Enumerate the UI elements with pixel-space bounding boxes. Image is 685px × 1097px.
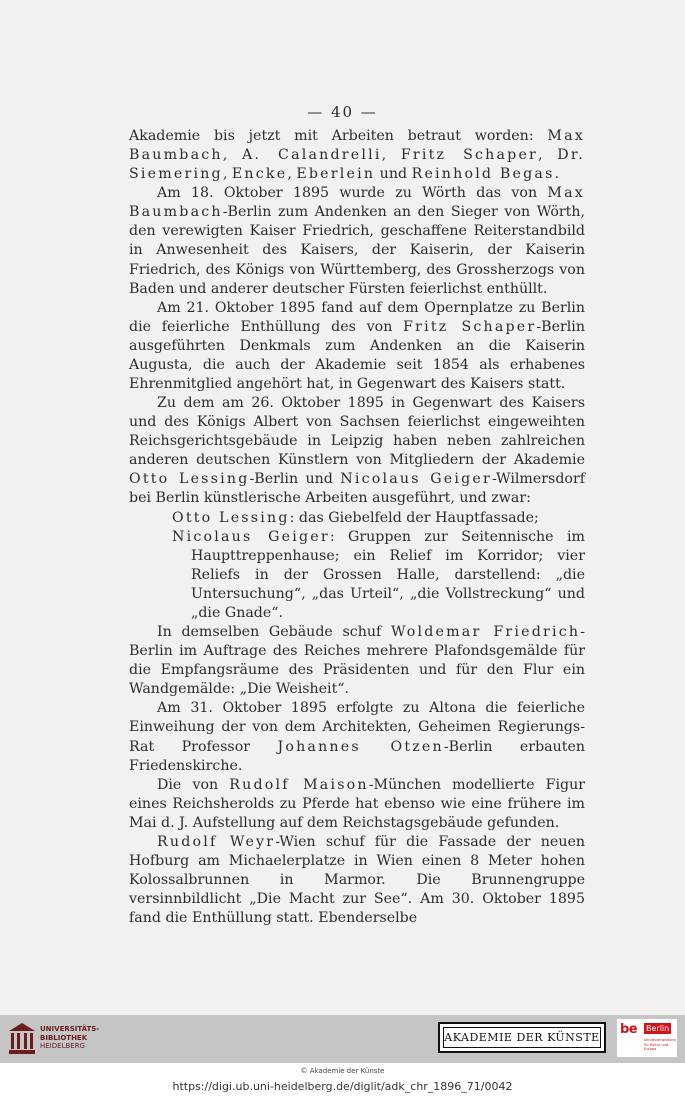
academy-label: AKADEMIE DER KÜNSTE — [443, 1027, 601, 1048]
berlin-tag: Berlin — [646, 1024, 670, 1033]
berlin-logo[interactable] — [617, 1019, 677, 1057]
paragraph: Rudolf Weyr-Wien schuf für die Fassade der neuen Hofburg am Michaelerplatze in Wien einen 8 Meter hohen Kolossalbrunnen in Marmor. Die Brunnengruppe versinnbildlicht „Die Macht zur See“. Am 30. Oktober 1895 fand die Enthüllung statt. Ebenderselbe — [129, 833, 585, 927]
berlin-mark: be — [620, 1022, 638, 1037]
academy-logo[interactable] — [438, 1022, 606, 1053]
library-name: UNIVERSITÄTS- BIBLIOTHEK HEIDELBERG — [40, 1025, 100, 1050]
copyright: © Akademie der Künste — [300, 1067, 385, 1075]
paragraph: Akademie bis jetzt mit Arbeiten betraut worden: Max Baumbach, A. Calandrelli, Fritz Schaper, Dr. Siemering, Encke, Eberlein und Reinhold Begas. — [129, 128, 585, 183]
list-item: Nicolaus Geiger: Gruppen zur Seitennische im Haupttreppenhause; ein Relief im Korridor; vier Reliefs in der Grossen Halle, darstellend: „die Untersuchung“, „das Urteil“, „die Vollstreckung“ und „die Gnade“. — [172, 528, 586, 621]
list-item: Otto Lessing: das Giebelfeld der Hauptfassade; — [172, 509, 539, 526]
paragraph: Die von Rudolf Maison-München modellierte Figur eines Reichsherolds zu Pferde hat ebenso wie eine frühere im Mai d. J. Aufstellung auf dem Reichstagsgebäude gefunden. — [129, 776, 586, 831]
library-building-icon — [8, 1022, 36, 1056]
page-url[interactable]: https://digi.ub.uni-heidelberg.de/diglit/adk_chr_1896_71/0042 — [172, 1080, 513, 1093]
paragraph: Am 21. Oktober 1895 fand auf dem Opernplatze zu Berlin die feierliche Enthüllung des von Fritz Schaper-Berlin ausgeführten Denkmals zum Andenken an die Kaiserin Augusta, die auch der Akademie seit 1854 als erhabenes Ehrenmitglied angehört hat, in Gegenwart des Kaisers statt. — [129, 299, 585, 393]
page-number: — 40 — — [307, 103, 378, 121]
paragraph: In demselben Gebäude schuf Woldemar Friedrich-Berlin im Auftrage des Reiches mehrere Plafondsgemälde für die Empfangsräume des Präsidenten und für den Flur ein Wandgemälde: „Die Weisheit“. — [129, 624, 585, 698]
berlin-subtitle: Senatsverwaltung für Kultur und Europa — [644, 1038, 676, 1051]
paragraph: Am 31. Oktober 1895 erfolgte zu Altona die feierliche Einweihung der von dem Architekten, Geheimen Regierungs-Rat Professor Johannes Otzen-Berlin erbauten Friedenskirche. — [129, 700, 585, 774]
paragraph: Zu dem am 26. Oktober 1895 in Gegenwart des Kaisers und des Königs Albert von Sachsen feierlichst eingeweihten Reichsgerichtsgebäude in Leipzig haben neben zahlreichen anderen deutschen Künstlern von Mitgliedern der Akademie Otto Lessing-Berlin und Nicolaus Geiger-Wilmersdorf bei Berlin künstlerische Arbeiten ausgeführt, und zwar: — [129, 395, 585, 507]
paragraph: Am 18. Oktober 1895 wurde zu Wörth das von Max Baumbach-Berlin zum Andenken an den Sieger von Wörth, den verewigten Kaiser Friedrich, geschaffene Reiterstandbild in Anwesenheit des Kaisers, der Kaiserin, der Kaiserin Friedrich, des Königs von Württemberg, des Grossherzogs von Baden und anderer deutscher Fürsten feierlichst enthüllt. — [129, 185, 585, 297]
body-text — [129, 127, 585, 928]
